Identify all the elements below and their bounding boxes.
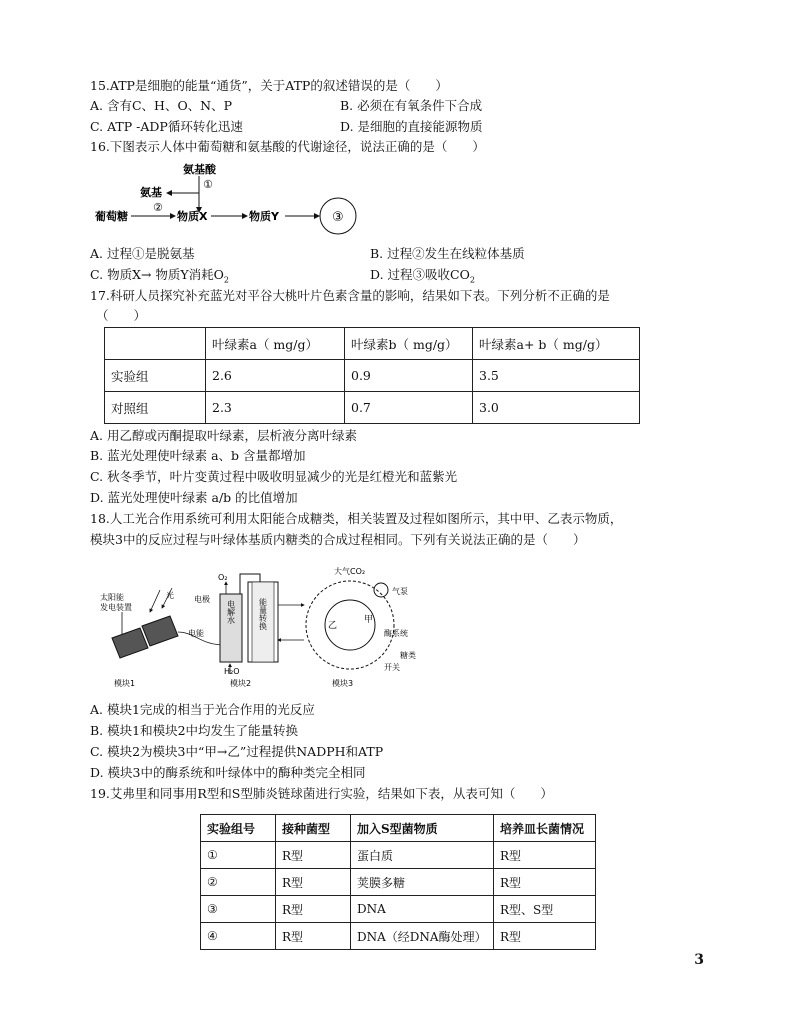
q18-option-d: D. 模块3中的酶系统和叶绿体中的酶种类完全相同 — [90, 765, 366, 780]
q15-option-a: A. 含有C、H、O、N、P — [90, 98, 233, 113]
q18-electrolysis-label: 电解水 — [226, 600, 236, 624]
table-row: 实验组 2.6 0.9 3.5 — [105, 360, 640, 392]
q15-option-d: D. 是细胞的直接能源物质 — [340, 119, 483, 134]
table-row: ③ R型 DNA R型、S型 — [201, 896, 596, 923]
q16-option-d: D. 过程③吸收$CO_2$ — [370, 267, 475, 285]
q16-substance-x: 物质X — [177, 210, 208, 223]
q18-h2o-label: H₂O — [224, 667, 240, 676]
q18-option-c: C. 模块2为模块3中“甲→乙”过程提供NADPH和ATP — [90, 744, 384, 759]
q18-o2-label: O₂ — [218, 573, 228, 582]
q18-stem-cont: 模块3中的反应过程与叶绿体基质内糖类的合成过程相同。下列有关说法正确的是（ ） — [90, 532, 586, 547]
q17-table — [104, 327, 640, 424]
q18-solar-label2: 发电装置 — [100, 603, 132, 612]
q17-option-c: C. 秋冬季节，叶片变黄过程中吸收明显减少的光是红橙光和蓝紫光 — [90, 469, 458, 484]
q18-air-co2-label: 大气CO₂ — [334, 567, 366, 576]
q18-option-b: B. 模块1和模块2中均发生了能量转换 — [90, 723, 299, 738]
q18-pump-label: 气泵 — [392, 587, 408, 596]
q17-stem-cont: （ ） — [96, 308, 147, 323]
table-row: ① R型 蛋白质 R型 — [201, 842, 596, 869]
q15-option-c: C. ATP -ADP循环转化迅速 — [90, 119, 243, 134]
q18-energy-label: 能量转换 — [258, 598, 268, 630]
q16-option-b: B. 过程②发生在线粒体基质 — [370, 246, 525, 261]
q16-stem: 16.下图表示人体中葡萄糖和氨基酸的代谢途径，说法正确的是（ ） — [90, 139, 485, 154]
q18-module3-label: 模块3 — [332, 679, 354, 688]
q16-glucose: 葡萄糖 — [95, 210, 128, 223]
table-row: ② R型 荚膜多糖 R型 — [201, 869, 596, 896]
q18-electric-label: 电能 — [188, 629, 204, 638]
q17-option-a: A. 用乙醇或丙酮提取叶绿素，层析液分离叶绿素 — [90, 428, 357, 443]
q17-option-b: B. 蓝光处理使叶绿素 a、b 含量都增加 — [90, 448, 306, 463]
q16-step2: ② — [153, 201, 163, 214]
table-row: ④ R型 DNA（经DNA酶处理） R型 — [201, 923, 596, 950]
table-row: 实验组号 接种菌型 加入S型菌物质 培养皿长菌情况 — [201, 815, 596, 842]
q17-option-d: D. 蓝光处理使叶绿素 a/b 的比值增加 — [90, 490, 298, 505]
q15-stem: 15.ATP是细胞的能量“通货”，关于ATP的叙述错误的是（ ） — [90, 78, 448, 93]
q18-module2-label: 模块2 — [230, 679, 252, 688]
q18-sugar-label: 糖类 — [400, 651, 416, 660]
table-row: 叶绿素a（ mg/g） 叶绿素b（ mg/g） 叶绿素a+ b（ mg/g） — [105, 328, 640, 360]
q18-solar-label: 太阳能 — [100, 593, 124, 602]
q18-option-a: A. 模块1完成的相当于光合作用的光反应 — [90, 702, 315, 717]
q16-diagram — [95, 160, 365, 238]
q18-enzyme-label: 酶系统 — [384, 629, 408, 638]
table-row: 对照组 2.3 0.7 3.0 — [105, 392, 640, 424]
q18-solar-panel-1 — [112, 628, 148, 658]
q17-stem: 17.科研人员探究补充蓝光对平谷大桃叶片色素含量的影响，结果如下表。下列分析不正确的是 — [90, 288, 610, 303]
q18-switch-label: 开关 — [384, 663, 400, 672]
q18-stem: 18.人工光合作用系统可利用太阳能合成糖类，相关装置及过程如图所示，其中甲、乙表示物质， — [90, 511, 623, 526]
q16-option-a: A. 过程①是脱氨基 — [90, 246, 195, 261]
q18-electrode-label: 电极 — [194, 595, 210, 604]
q16-step1: ① — [203, 178, 213, 191]
q18-module1-label: 模块1 — [114, 679, 136, 688]
page-number: 3 — [694, 952, 704, 968]
q16-step3: ③ — [332, 210, 344, 225]
q16-substance-y: 物质Y — [249, 210, 279, 223]
q19-table — [200, 814, 596, 950]
q18-light-label: 光 — [166, 591, 174, 600]
q19-stem: 19.艾弗里和同事用R型和S型肺炎链球菌进行实验，结果如下表，从表可知（ ） — [90, 786, 553, 801]
q16-option-c: C. 物质X→ 物质Y消耗$O_2$ — [90, 267, 230, 285]
q18-yi-label: 乙 — [328, 621, 338, 631]
q16-amino-group: 氨基 — [140, 186, 162, 199]
q16-amino-acid: 氨基酸 — [183, 163, 216, 176]
q18-jia-label: 甲 — [364, 615, 374, 625]
q18-solar-panel-2 — [142, 616, 178, 646]
q18-diagram — [100, 560, 430, 690]
q15-option-b: B. 必须在有氧条件下合成 — [340, 98, 483, 113]
